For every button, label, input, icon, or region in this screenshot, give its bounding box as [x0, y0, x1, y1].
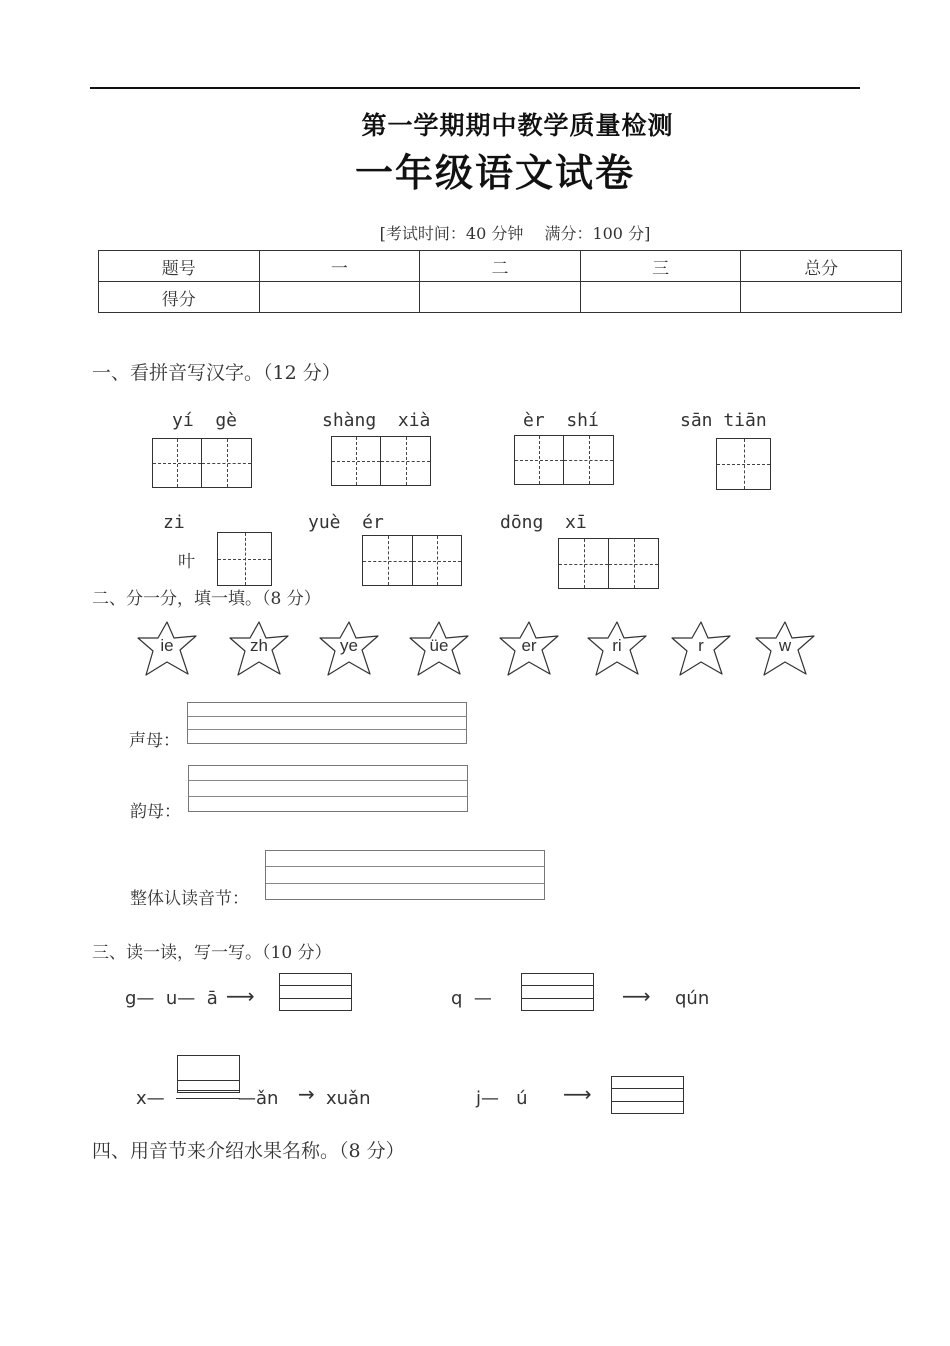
star-label: r [698, 636, 704, 655]
arrow-right-icon: ⟶ [622, 984, 651, 1008]
spelling-x: x— [136, 1088, 165, 1109]
pinyin-label: zi [163, 512, 185, 533]
answer-lines[interactable] [279, 973, 352, 1011]
exam-subtitle: 第一学期期中教学质量检测 [361, 111, 674, 140]
dash-line [176, 1098, 240, 1099]
section1-heading: 一、看拼音写汉字。（12 分） [92, 362, 341, 384]
pinyin-label: dōng xī [500, 512, 587, 533]
star-label: er [521, 636, 537, 655]
star-card[interactable] [668, 618, 734, 680]
score-header-cell: 一 [259, 251, 420, 282]
star-card[interactable] [406, 618, 472, 680]
spelling-xuan: xuǎn [326, 1088, 371, 1109]
section4-heading: 四、用音节来介绍水果名称。（8 分） [92, 1140, 405, 1162]
writing-grid[interactable] [152, 438, 202, 488]
spelling-left: g— u— ā [125, 988, 218, 1009]
section2-heading: 二、分一分，填一填。（8 分） [92, 589, 321, 609]
pinyin-label: shàng xià [322, 410, 431, 431]
score-header-cell: 总分 [741, 251, 902, 282]
top-rule [90, 87, 860, 89]
arrow-right-icon: ⟶ [226, 984, 255, 1008]
star-label: ye [340, 636, 358, 655]
pinyin-label: èr shí [523, 410, 599, 431]
score-cell[interactable] [741, 282, 902, 313]
initials-writing-lines[interactable] [187, 702, 467, 744]
pinyin-label: sān tiān [680, 410, 767, 431]
star-label: w [778, 636, 792, 655]
pinyin-label: yí gè [172, 410, 238, 431]
writing-grid[interactable] [716, 438, 771, 490]
initials-label: 声母： [129, 731, 180, 751]
score-row-label: 得分 [99, 282, 260, 313]
arrow-right-icon: → [298, 1082, 315, 1106]
score-header-cell: 二 [420, 251, 581, 282]
whole-syllable-label: 整体认读音节： [130, 889, 249, 909]
spelling-j: j— ú [476, 1088, 528, 1109]
finals-writing-lines[interactable] [188, 765, 468, 812]
star-label: zh [250, 636, 268, 655]
star-label: ri [612, 636, 622, 655]
answer-lines[interactable] [611, 1076, 684, 1114]
score-header-cell: 三 [580, 251, 741, 282]
score-cell[interactable] [580, 282, 741, 313]
score-cell[interactable] [259, 282, 420, 313]
arrow-right-icon: ⟶ [563, 1082, 592, 1106]
writing-grid[interactable] [217, 532, 272, 586]
table-row [99, 282, 902, 313]
star-card[interactable] [316, 618, 382, 680]
whole-syllable-writing-lines[interactable] [265, 850, 545, 900]
pinyin-label: yuè ér [308, 512, 384, 533]
writing-grid[interactable] [563, 435, 614, 485]
writing-grid[interactable] [331, 436, 381, 486]
spelling-an: —ǎn [238, 1088, 279, 1109]
writing-grid[interactable] [201, 438, 252, 488]
star-card[interactable] [496, 618, 562, 680]
section3-heading: 三、读一读，写一写。（10 分） [92, 943, 332, 963]
spelling-result: qún [675, 988, 710, 1009]
star-card[interactable] [226, 618, 292, 680]
writing-grid[interactable] [558, 538, 609, 589]
writing-grid[interactable] [380, 436, 431, 486]
star-label: üe [429, 636, 449, 655]
table-row [99, 251, 902, 282]
star-card[interactable] [752, 618, 818, 680]
writing-grid[interactable] [362, 535, 413, 586]
star-card[interactable] [134, 618, 200, 680]
prefix-character: 叶 [178, 552, 195, 572]
answer-lines[interactable] [177, 1055, 240, 1093]
writing-grid[interactable] [514, 435, 564, 485]
exam-title: 一年级语文试卷 [354, 151, 635, 195]
writing-grid[interactable] [412, 535, 462, 586]
score-table [98, 250, 902, 313]
score-cell[interactable] [420, 282, 581, 313]
answer-lines[interactable] [521, 973, 594, 1011]
writing-grid[interactable] [608, 538, 659, 589]
exam-info: [考试时间：40 分钟 满分：100 分] [379, 224, 651, 243]
star-card[interactable] [584, 618, 650, 680]
star-label: ie [160, 636, 174, 655]
score-header-cell: 题号 [99, 251, 260, 282]
finals-label: 韵母： [130, 802, 181, 822]
spelling-q: q — [451, 988, 492, 1009]
